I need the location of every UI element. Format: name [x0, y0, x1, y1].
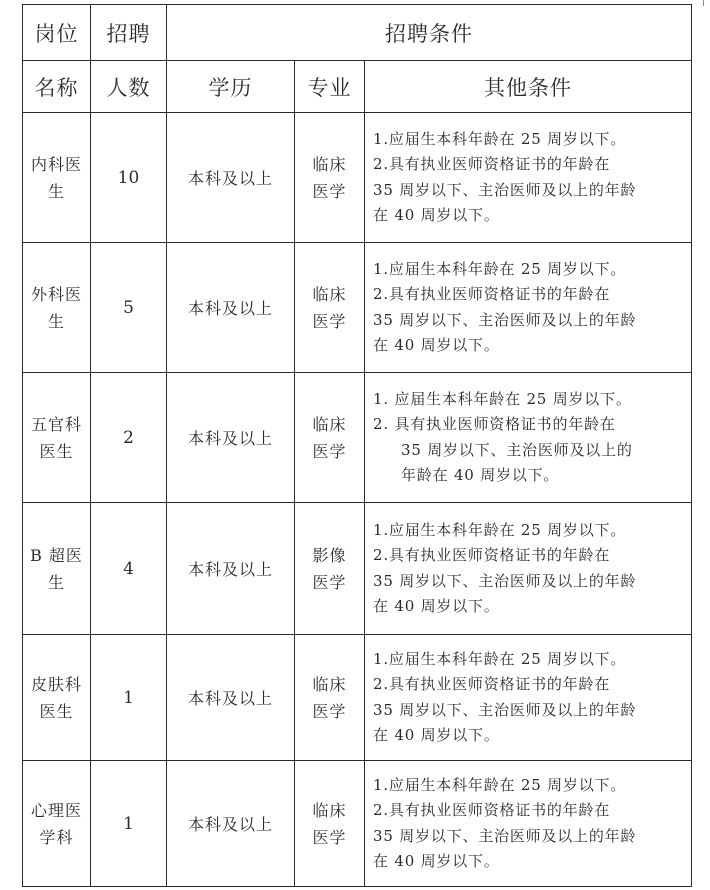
major-line-2: 医学 — [312, 311, 347, 331]
table-row — [23, 373, 692, 503]
position-name-cell — [23, 243, 91, 373]
position-name-cell — [23, 113, 91, 243]
education-cell: 本科及以上 — [167, 761, 295, 887]
condition-line: 2.具有执业医师资格证书的年龄在 — [373, 675, 611, 693]
major-cell — [295, 503, 365, 635]
position-name-cell — [23, 635, 91, 761]
condition-line: 1.应届生本科年龄在 25 周岁以下。 — [373, 129, 627, 148]
position-name-line-1: 五官科 — [30, 414, 82, 434]
position-name-line-2: 学科 — [39, 827, 74, 847]
position-name-cell — [23, 373, 91, 503]
education-cell: 本科及以上 — [167, 243, 295, 373]
condition-line: 在 40 周岁以下。 — [373, 726, 500, 744]
major-line-2: 医学 — [312, 441, 347, 461]
other-conditions-cell — [365, 243, 692, 373]
table-body — [23, 113, 692, 887]
major-line-2: 医学 — [312, 701, 347, 721]
major-line-1: 临床 — [312, 154, 347, 174]
table-row — [23, 243, 692, 373]
condition-line: 2.具有执业医师资格证书的年龄在 — [373, 285, 611, 303]
page-corner-mark — [703, 0, 704, 6]
education-cell: 本科及以上 — [167, 113, 295, 243]
position-name-line-1: B 超医 — [30, 545, 83, 565]
position-name-line-1: 皮肤科 — [30, 674, 82, 694]
headcount-cell: 4 — [91, 503, 167, 635]
position-name-line-1: 心理医 — [30, 800, 82, 820]
condition-line: 1.应届生本科年龄在 25 周岁以下。 — [373, 775, 627, 794]
headcount-cell: 5 — [91, 243, 167, 373]
major-line-1: 临床 — [312, 800, 347, 820]
other-conditions-cell — [365, 373, 692, 503]
header-major: 专业 — [295, 61, 365, 113]
education-cell: 本科及以上 — [167, 635, 295, 761]
major-line-1: 临床 — [312, 284, 347, 304]
table-row — [23, 635, 692, 761]
major-cell — [295, 635, 365, 761]
other-conditions-cell — [365, 503, 692, 635]
major-line-2: 医学 — [312, 572, 347, 592]
position-name-line-2: 医生 — [39, 701, 74, 721]
condition-line: 1. 应届生本科年龄在 25 周岁以下。 — [373, 389, 632, 408]
position-name-line-1: 内科医 — [30, 154, 82, 174]
major-line-2: 医学 — [312, 181, 347, 201]
condition-line: 35 周岁以下、主治医师及以上的年龄 — [373, 180, 637, 199]
position-name-line-2: 生 — [47, 572, 65, 592]
condition-line: 2.具有执业医师资格证书的年龄在 — [373, 801, 611, 819]
header-other-conditions: 其他条件 — [365, 61, 692, 113]
table-row — [23, 503, 692, 635]
header-row-1 — [23, 5, 692, 61]
major-cell — [295, 373, 365, 503]
other-conditions-cell — [365, 113, 692, 243]
header-position-bottom: 名称 — [23, 61, 91, 113]
education-cell: 本科及以上 — [167, 503, 295, 635]
headcount-cell: 10 — [91, 113, 167, 243]
condition-line: 35 周岁以下、主治医师及以上的年龄 — [373, 700, 637, 719]
major-cell — [295, 113, 365, 243]
condition-line: 2. 具有执业医师资格证书的年龄在 — [373, 415, 616, 433]
condition-line: 在 40 周岁以下。 — [373, 206, 500, 224]
condition-line: 在 40 周岁以下。 — [373, 852, 500, 870]
recruitment-table — [22, 4, 692, 887]
condition-line: 1.应届生本科年龄在 25 周岁以下。 — [373, 259, 627, 278]
condition-line: 35 周岁以下、主治医师及以上的年龄 — [373, 826, 637, 845]
header-count-top: 招聘 — [91, 5, 167, 61]
position-name-line-2: 医生 — [39, 441, 74, 461]
header-conditions-title: 招聘条件 — [167, 5, 692, 61]
condition-line: 2.具有执业医师资格证书的年龄在 — [373, 155, 611, 173]
position-name-cell — [23, 761, 91, 887]
position-name-cell — [23, 503, 91, 635]
major-cell — [295, 761, 365, 887]
major-line-1: 临床 — [312, 674, 347, 694]
header-position-top: 岗位 — [23, 5, 91, 61]
condition-line: 年龄在 40 周岁以下。 — [401, 466, 560, 484]
position-name-line-2: 生 — [47, 181, 65, 201]
headcount-cell: 1 — [91, 761, 167, 887]
table-row — [23, 761, 692, 887]
position-name-line-1: 外科医 — [30, 284, 82, 304]
header-count-bottom: 人数 — [91, 61, 167, 113]
condition-line: 35 周岁以下、主治医师及以上的年龄 — [373, 571, 637, 590]
condition-line: 在 40 周岁以下。 — [373, 336, 500, 354]
condition-line: 在 40 周岁以下。 — [373, 597, 500, 615]
header-row-2 — [23, 61, 692, 113]
condition-line: 2.具有执业医师资格证书的年龄在 — [373, 546, 611, 564]
education-cell: 本科及以上 — [167, 373, 295, 503]
major-cell — [295, 243, 365, 373]
major-line-2: 医学 — [312, 827, 347, 847]
other-conditions-cell — [365, 761, 692, 887]
condition-line: 35 周岁以下、主治医师及以上的年龄 — [373, 310, 637, 329]
major-line-1: 影像 — [312, 545, 347, 565]
table-row — [23, 113, 692, 243]
condition-line: 1.应届生本科年龄在 25 周岁以下。 — [373, 520, 627, 539]
headcount-cell: 2 — [91, 373, 167, 503]
condition-line: 1.应届生本科年龄在 25 周岁以下。 — [373, 649, 627, 668]
position-name-line-2: 生 — [47, 311, 65, 331]
condition-line: 35 周岁以下、主治医师及以上的 — [401, 440, 633, 459]
major-line-1: 临床 — [312, 414, 347, 434]
headcount-cell: 1 — [91, 635, 167, 761]
header-education: 学历 — [167, 61, 295, 113]
other-conditions-cell — [365, 635, 692, 761]
